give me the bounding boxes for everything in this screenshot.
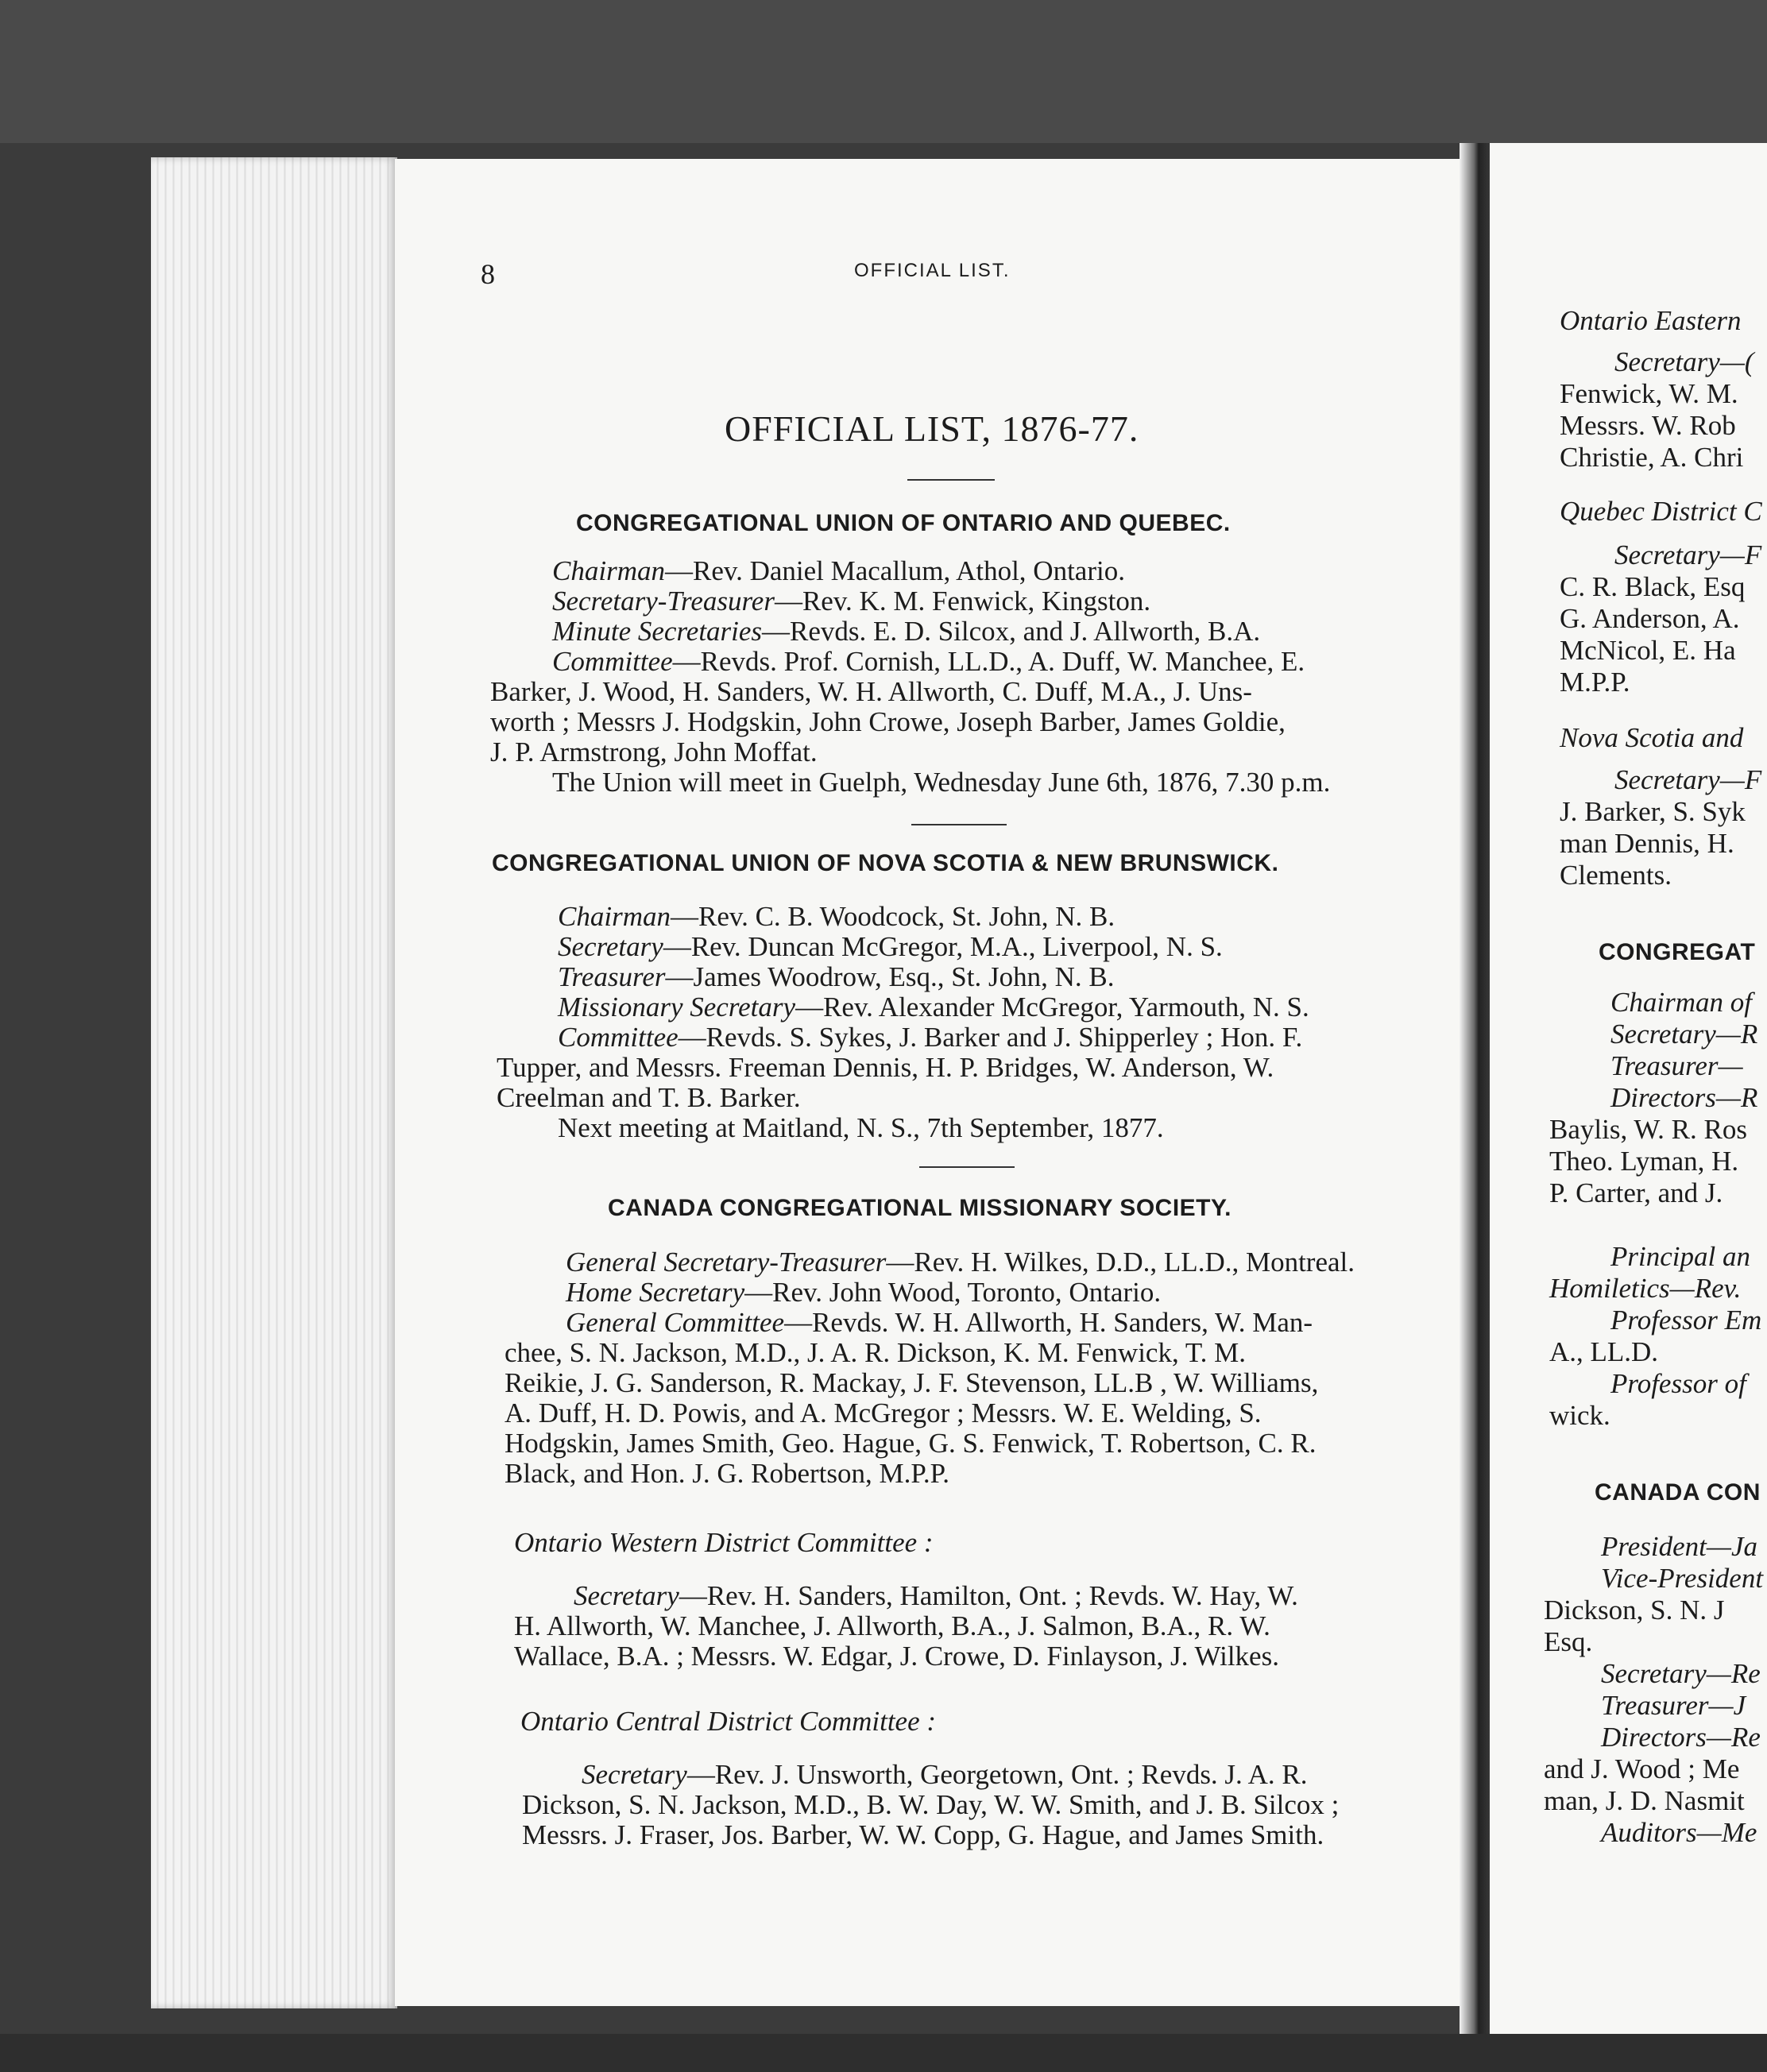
entry-label: Secretary-Treasurer: [552, 586, 775, 617]
left-page: [395, 159, 1460, 2006]
entry-line: General Secretary-Treasurer—Rev. H. Wilkes, D.D., LL.D., Montreal.: [566, 1247, 1355, 1278]
entry-line: Chairman—Rev. C. B. Woodcock, St. John, N. B.: [558, 901, 1115, 932]
right-line: Secretary—F: [1614, 539, 1762, 570]
right-line: President—Ja: [1601, 1531, 1757, 1562]
entry-label: Chairman: [558, 901, 671, 932]
entry-label: Treasurer: [558, 961, 666, 992]
entry-label: Chairman: [552, 555, 665, 586]
right-line: Fenwick, W. M.: [1560, 378, 1738, 409]
section-heading: CANADA CONGREGATIONAL MISSIONARY SOCIETY.: [608, 1195, 1232, 1221]
entry-label: Secretary: [558, 931, 663, 962]
entry-label: Committee: [552, 646, 673, 677]
entry-line: J. P. Armstrong, John Moffat.: [490, 736, 818, 767]
right-line: Nova Scotia and: [1560, 722, 1744, 753]
entry-label: Home Secretary: [566, 1277, 745, 1308]
right-line: Homiletics—Rev.: [1549, 1273, 1742, 1304]
right-line: Professor of: [1610, 1368, 1746, 1399]
entry-line: A. Duff, H. D. Powis, and A. McGregor ; Messrs. W. E. Welding, S.: [505, 1397, 1262, 1428]
right-line: P. Carter, and J.: [1549, 1177, 1723, 1208]
entry-line: Messrs. J. Fraser, Jos. Barber, W. W. Copp, G. Hague, and James Smith.: [522, 1819, 1324, 1850]
entry-line: Black, and Hon. J. G. Robertson, M.P.P.: [505, 1458, 950, 1489]
right-line: Quebec District C: [1560, 496, 1762, 527]
background-bottom: [0, 2034, 1767, 2072]
right-line: Secretary—(: [1614, 346, 1754, 377]
entry-line: Dickson, S. N. Jackson, M.D., B. W. Day, W. W. Smith, and J. B. Silcox ;: [522, 1789, 1340, 1820]
entry-label: Secretary: [574, 1580, 679, 1611]
divider: [911, 824, 1007, 825]
entry-line: Secretary-Treasurer—Rev. K. M. Fenwick, Kingston.: [552, 586, 1151, 617]
right-line: Principal an: [1610, 1241, 1750, 1272]
right-line: Treasurer—J: [1601, 1690, 1746, 1721]
right-line: C. R. Black, Esq: [1560, 571, 1746, 602]
entry-line: Creelman and T. B. Barker.: [497, 1082, 801, 1113]
right-line: G. Anderson, A.: [1560, 603, 1740, 634]
page-number: 8: [481, 258, 495, 290]
entry-line: Secretary—Rev. Duncan McGregor, M.A., Liverpool, N. S.: [558, 931, 1223, 962]
right-line: man Dennis, H.: [1560, 828, 1734, 859]
divider: [919, 1166, 1015, 1168]
right-line: Secretary—R: [1610, 1019, 1758, 1050]
entry-line: Secretary—Rev. H. Sanders, Hamilton, Ont. ; Revds. W. Hay, W.: [574, 1580, 1298, 1611]
entry-line: Minute Secretaries—Revds. E. D. Silcox, and J. Allworth, B.A.: [552, 616, 1261, 647]
subsection-heading: Ontario Central District Committee :: [520, 1706, 937, 1737]
right-line: J. Barker, S. Syk: [1560, 796, 1746, 827]
right-section-heading: CANADA CON: [1595, 1479, 1761, 1506]
section-heading: CONGREGATIONAL UNION OF ONTARIO AND QUEBEC.: [576, 510, 1231, 536]
entry-line: Hodgskin, James Smith, Geo. Hague, G. S. Fenwick, T. Robertson, C. R.: [505, 1428, 1317, 1459]
entry-label: Missionary Secretary: [558, 992, 796, 1022]
main-title: OFFICIAL LIST, 1876-77.: [725, 408, 1139, 449]
section-heading: CONGREGATIONAL UNION OF NOVA SCOTIA & NEW BRUNSWICK.: [492, 850, 1279, 876]
entry-line: Committee—Revds. S. Sykes, J. Barker and J. Shipperley ; Hon. F.: [558, 1022, 1303, 1053]
book-gutter: [1460, 143, 1491, 2034]
right-line: M.P.P.: [1560, 667, 1630, 698]
right-line: wick.: [1549, 1400, 1610, 1431]
right-line: Secretary—Re: [1601, 1658, 1761, 1689]
right-line: McNicol, E. Ha: [1560, 635, 1736, 666]
right-line: Clements.: [1560, 860, 1672, 891]
book-page-edges: [151, 157, 397, 2008]
right-line: Messrs. W. Rob: [1560, 410, 1736, 441]
entry-line: General Committee—Revds. W. H. Allworth, H. Sanders, W. Man-: [566, 1307, 1313, 1338]
right-line: Esq.: [1544, 1626, 1593, 1657]
right-line: and J. Wood ; Me: [1544, 1753, 1740, 1784]
entry-label: General Committee: [566, 1307, 785, 1338]
entry-line: Barker, J. Wood, H. Sanders, W. H. Allworth, C. Duff, M.A., J. Uns-: [490, 676, 1252, 707]
right-line: Christie, A. Chri: [1560, 442, 1744, 473]
entry-line: H. Allworth, W. Manchee, J. Allworth, B.A., J. Salmon, B.A., R. W.: [514, 1610, 1270, 1641]
right-line: Professor Em: [1610, 1305, 1762, 1336]
entry-line: Treasurer—James Woodrow, Esq., St. John, N. B.: [558, 961, 1115, 992]
subsection-heading: Ontario Western District Committee :: [514, 1527, 934, 1558]
entry-line: The Union will meet in Guelph, Wednesday June 6th, 1876, 7.30 p.m.: [552, 767, 1331, 798]
entry-line: Next meeting at Maitland, N. S., 7th September, 1877.: [558, 1112, 1164, 1143]
background-top: [0, 0, 1767, 143]
right-line: Vice-President: [1601, 1563, 1764, 1594]
right-line: Auditors—Me: [1601, 1817, 1757, 1848]
entry-line: Home Secretary—Rev. John Wood, Toronto, Ontario.: [566, 1277, 1162, 1308]
right-line: Chairman of: [1610, 987, 1752, 1018]
right-page: [1490, 143, 1767, 2034]
entry-label: Minute Secretaries: [552, 616, 763, 647]
divider: [907, 479, 995, 481]
right-line: Dickson, S. N. J: [1544, 1595, 1725, 1626]
entry-label: Committee: [558, 1022, 679, 1053]
right-line: Directors—Re: [1601, 1722, 1761, 1753]
right-line: Directors—R: [1610, 1082, 1758, 1113]
right-line: A., LL.D.: [1549, 1336, 1659, 1367]
entry-line: Missionary Secretary—Rev. Alexander McGregor, Yarmouth, N. S.: [558, 992, 1309, 1022]
right-line: Ontario Eastern: [1560, 305, 1742, 336]
right-line: Secretary—F: [1614, 764, 1762, 795]
entry-label: Secretary: [582, 1759, 687, 1790]
entry-line: Chairman—Rev. Daniel Macallum, Athol, Ontario.: [552, 555, 1125, 586]
entry-line: Committee—Revds. Prof. Cornish, LL.D., A. Duff, W. Manchee, E.: [552, 646, 1305, 677]
entry-line: Secretary—Rev. J. Unsworth, Georgetown, Ont. ; Revds. J. A. R.: [582, 1759, 1308, 1790]
entry-line: Reikie, J. G. Sanderson, R. Mackay, J. F. Stevenson, LL.B , W. Williams,: [505, 1367, 1319, 1398]
right-line: man, J. D. Nasmit: [1544, 1785, 1745, 1816]
entry-line: Wallace, B.A. ; Messrs. W. Edgar, J. Crowe, D. Finlayson, J. Wilkes.: [514, 1641, 1279, 1672]
running-head: OFFICIAL LIST.: [854, 260, 1011, 281]
right-section-heading: CONGREGAT: [1599, 939, 1756, 965]
right-line: Baylis, W. R. Ros: [1549, 1114, 1747, 1145]
right-line: Treasurer—: [1610, 1050, 1743, 1081]
entry-label: General Secretary-Treasurer: [566, 1247, 887, 1278]
entry-line: chee, S. N. Jackson, M.D., J. A. R. Dickson, K. M. Fenwick, T. M.: [505, 1337, 1246, 1368]
right-line: Theo. Lyman, H.: [1549, 1146, 1739, 1177]
entry-line: Tupper, and Messrs. Freeman Dennis, H. P. Bridges, W. Anderson, W.: [497, 1052, 1274, 1083]
entry-line: worth ; Messrs J. Hodgskin, John Crowe, Joseph Barber, James Goldie,: [490, 706, 1286, 737]
